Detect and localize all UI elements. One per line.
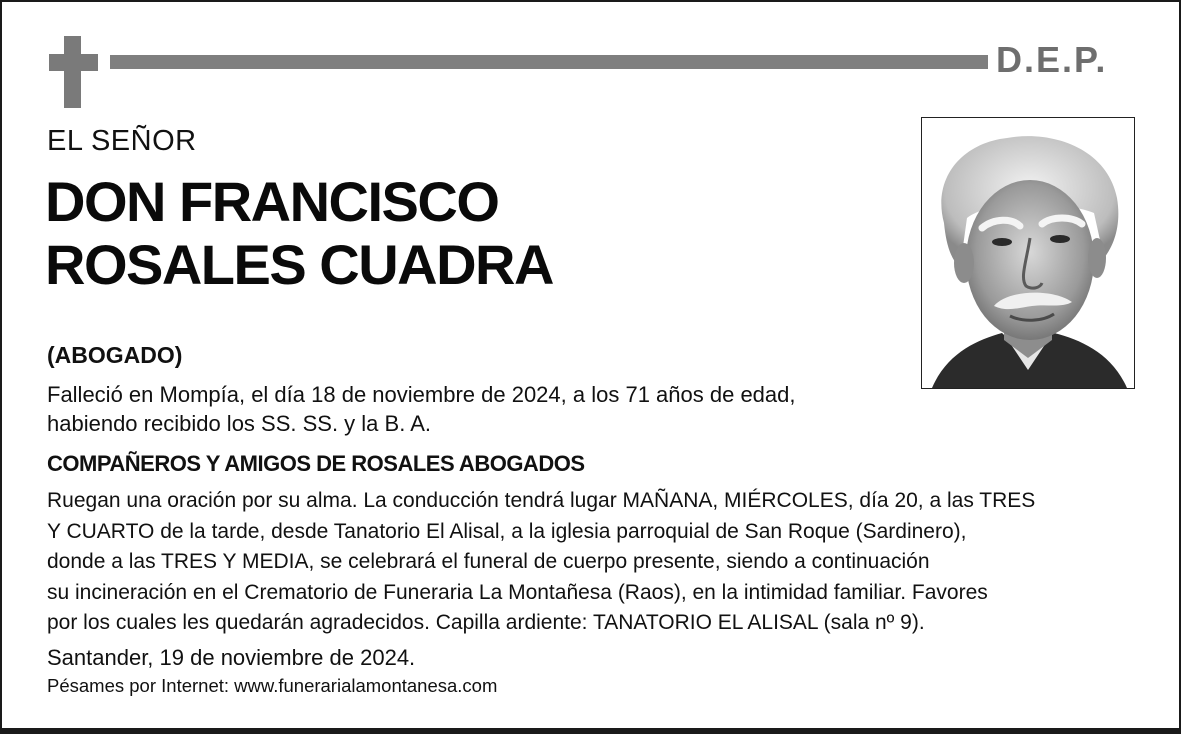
body-line: su incineración en el Crematorio de Funeraria La Montañesa (Raos), en la intimidad familiar. Favores [47, 580, 988, 604]
profession: (ABOGADO) [47, 342, 183, 368]
funeral-details [47, 486, 1157, 639]
name-line-1: DON FRANCISCO [45, 170, 499, 233]
death-announcement [47, 380, 877, 438]
name-line-2: ROSALES CUADRA [45, 233, 553, 296]
body-line: Y CUARTO de la tarde, desde Tanatorio El Alisal, a la iglesia parroquial de San Roque (Sardinero), [47, 519, 967, 543]
portrait-photo [921, 117, 1135, 389]
body-line: Ruegan una oración por su alma. La conducción tendrá lugar MAÑANA, MIÉRCOLES, día 20, a las TRES [47, 489, 1036, 512]
intro-line: Falleció en Mompía, el día 18 de noviembre de 2024, a los 71 años de edad, [47, 382, 796, 407]
body-line: por los cuales les quedarán agradecidos. Capilla ardiente: TANATORIO EL ALISAL (sala nº 9). [47, 611, 925, 634]
body-line: donde a las TRES Y MEDIA, se celebrará el funeral de cuerpo presente, siendo a continuación [47, 550, 930, 573]
cross-icon [64, 36, 81, 108]
header-rule [110, 55, 988, 69]
deceased-name [45, 170, 553, 296]
intro-line: habiendo recibido los SS. SS. y la B. A. [47, 411, 432, 436]
dep-label: D.E.P. [996, 39, 1108, 80]
cross-icon-bar [49, 54, 98, 71]
portrait-illustration [922, 118, 1134, 388]
pretitle: EL SEÑOR [47, 125, 197, 157]
mourners-heading: COMPAÑEROS Y AMIGOS DE ROSALES ABOGADOS [47, 451, 585, 476]
place-date: Santander, 19 de noviembre de 2024. [47, 645, 416, 670]
condolences-website: Pésames por Internet: www.funerarialamontanesa.com [47, 675, 498, 696]
